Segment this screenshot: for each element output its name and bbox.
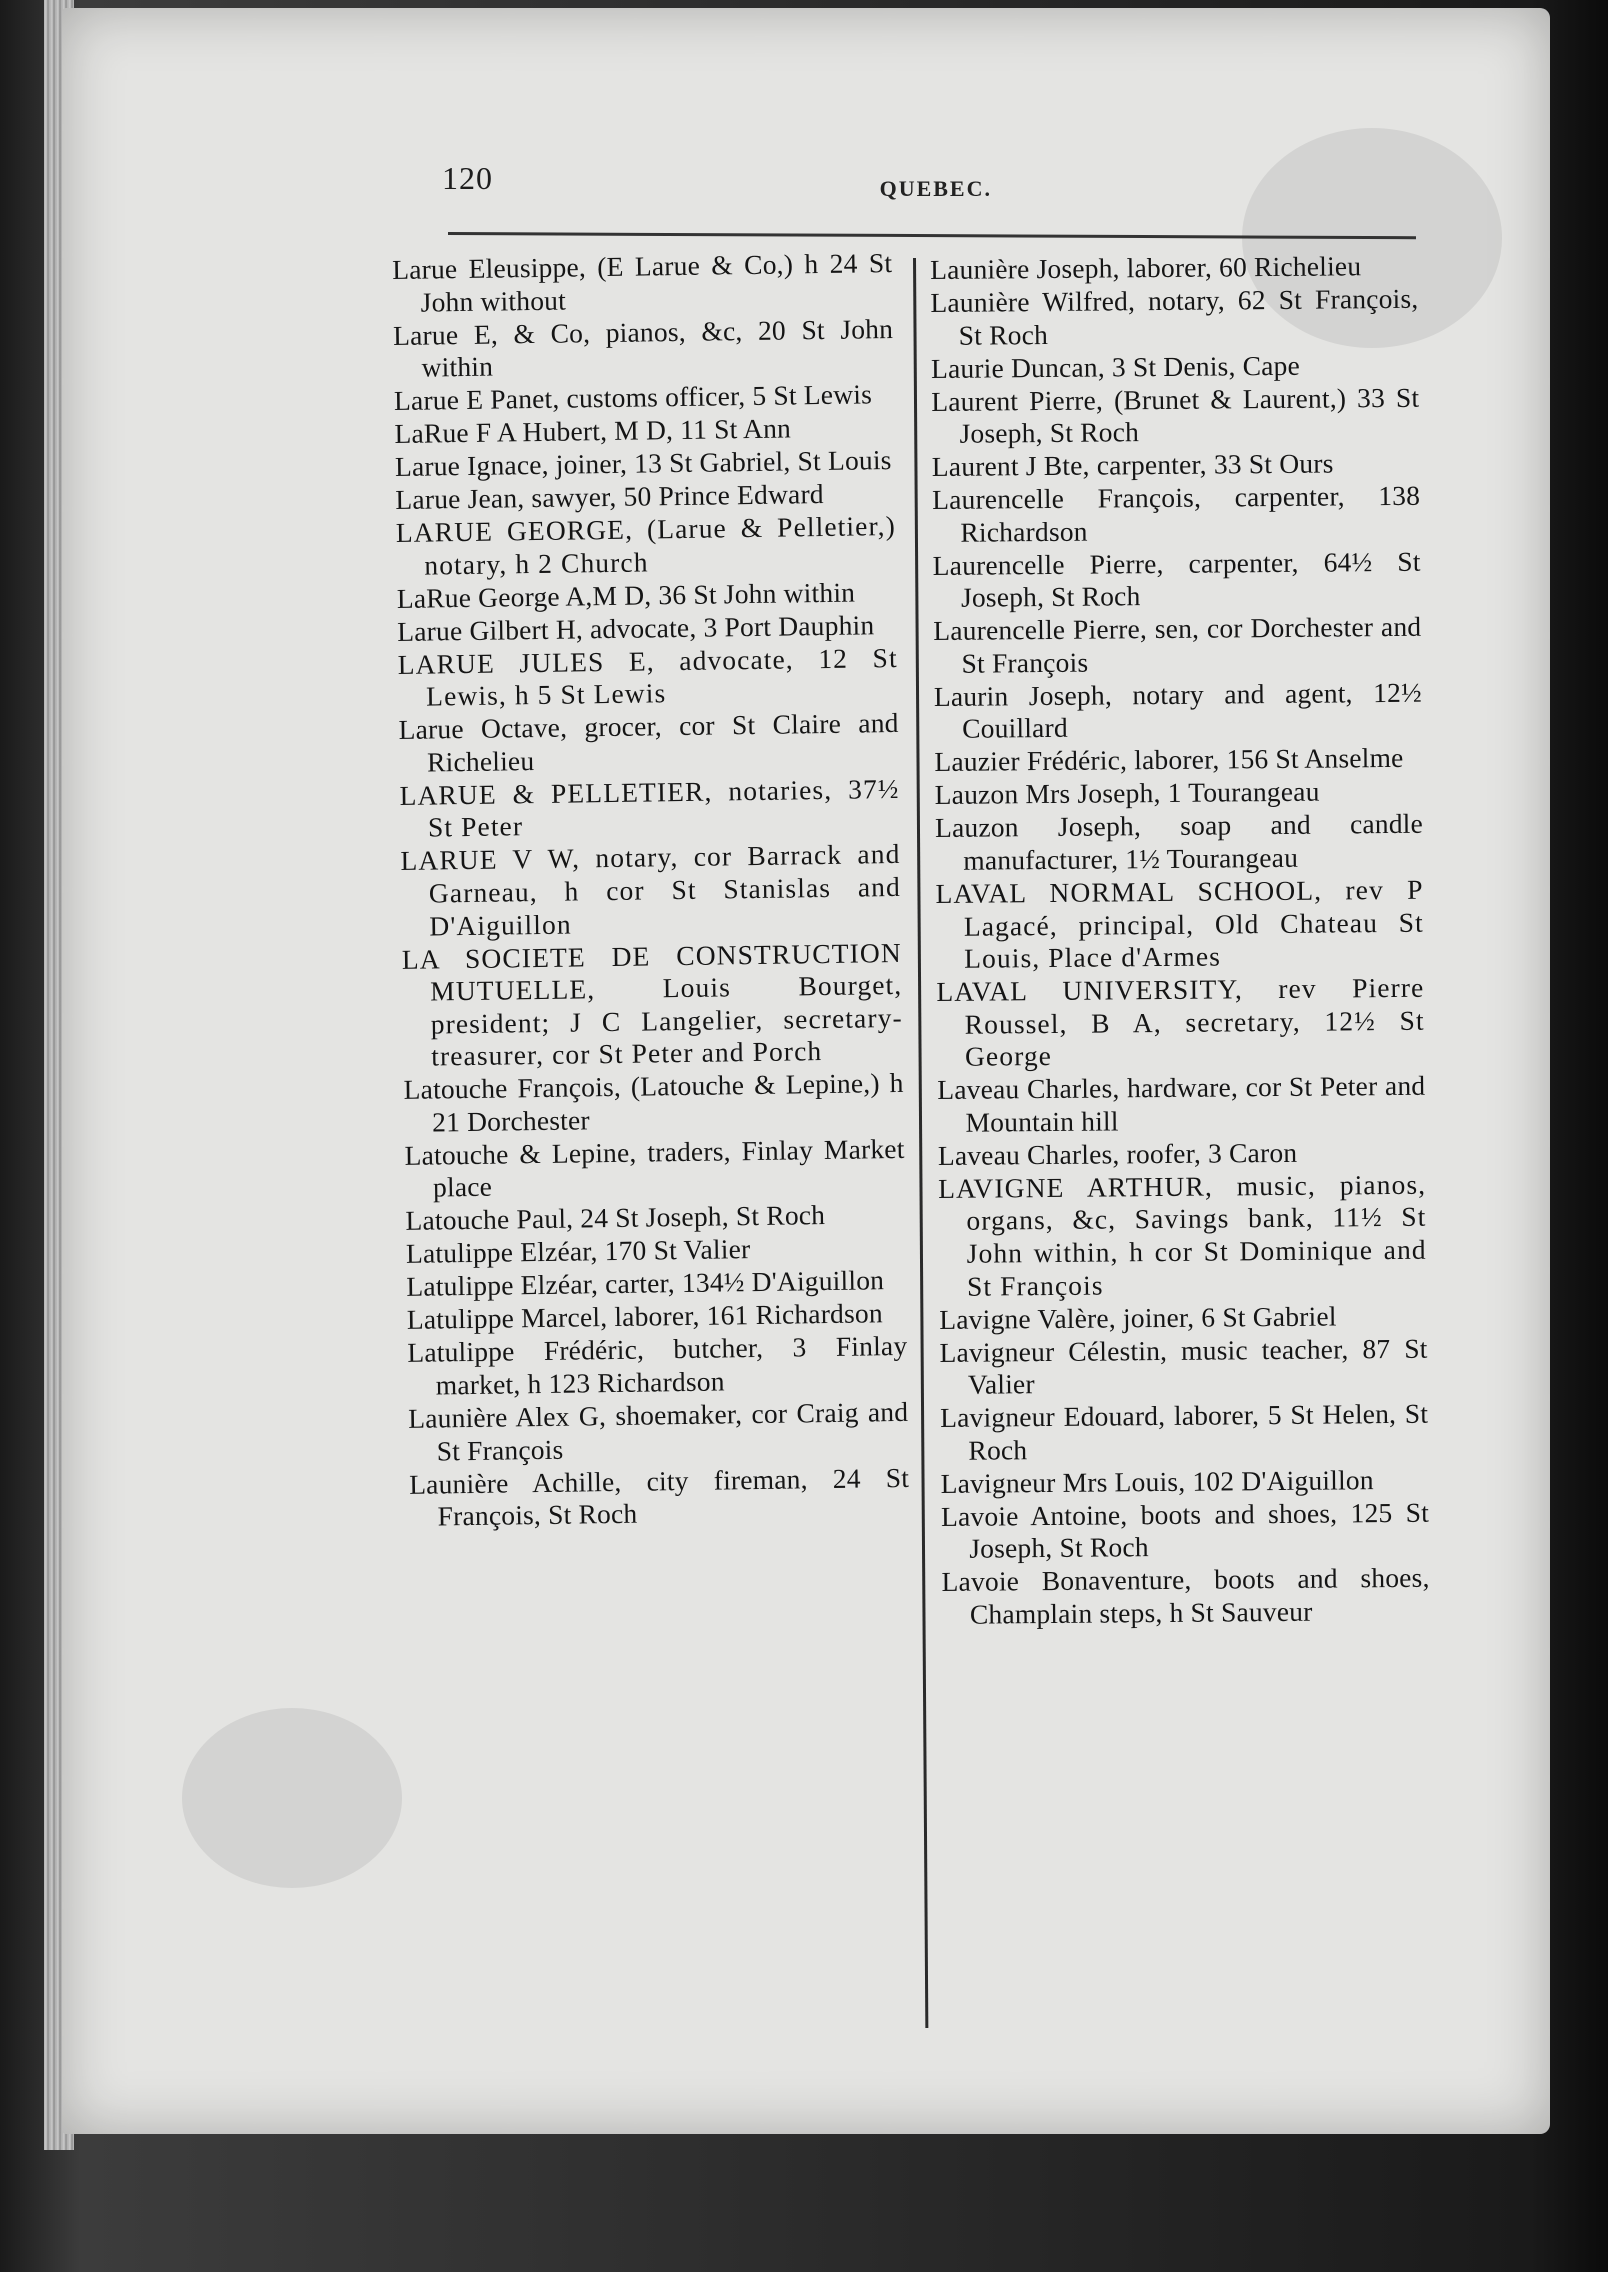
directory-entry: Latouche & Lepine, traders, Finlay Market place [404, 1132, 905, 1204]
directory-entry: Laurie Duncan, 3 St Denis, Cape [930, 349, 1301, 384]
directory-entry: LaRue F A Hubert, M D, 11 St Ann [394, 412, 792, 450]
directory-entry: Lavigne Valère, joiner, 6 St Gabriel [939, 1300, 1337, 1335]
directory-entry: LARUE V W, notary, cor Barrack and Garneau, h cor St Stanislas and D'Aiguillon [400, 838, 902, 942]
directory-entry: LARUE & PELLETIER, notaries, 37½ St Peter [399, 772, 900, 843]
directory-entry: Larue Jean, sawyer, 50 Prince Edward [395, 478, 824, 516]
directory-entry: Larue Ignace, joiner, 13 St Gabriel, St Louis [394, 444, 892, 483]
directory-entry: Lavigneur Edouard, laborer, 5 St Helen, St Roch [940, 1397, 1429, 1466]
directory-entry: Lauzier Frédéric, laborer, 156 St Anselme [934, 742, 1404, 778]
directory-entry: Laurin Joseph, notary and agent, 12½ Couillard [933, 676, 1422, 745]
directory-entry: Launière Alex G, shoemaker, cor Craig and St François [408, 1395, 909, 1467]
directory-entry: LaRue George A,M D, 36 St John within [396, 576, 856, 614]
directory-entry: Larue Octave, grocer, cor St Claire and Richelieu [398, 707, 899, 778]
directory-entry: Laurencelle Pierre, carpenter, 64½ St Joseph, St Roch [932, 545, 1421, 614]
page-header [442, 150, 992, 220]
directory-entry: Latouche François, (Latouche & Lepine,) h 21 Dorchester [403, 1067, 904, 1138]
directory-entry: Larue Eleusippe, (E Larue & Co,) h 24 St John without [392, 247, 893, 318]
directory-entry: Laurencelle Pierre, sen, cor Dorchester and St François [933, 610, 1422, 679]
directory-column-left [392, 247, 910, 1534]
directory-entry: Laveau Charles, hardware, cor St Peter and Mountain hill [937, 1070, 1426, 1138]
directory-entry: Launière Wilfred, notary, 62 St François, St Roch [930, 282, 1419, 351]
directory-entry: Laurencelle François, carpenter, 138 Richardson [932, 479, 1421, 548]
directory-entry: Larue E, & Co, pianos, &c, 20 St John within [392, 312, 894, 383]
directory-entry: LAVAL UNIVERSITY, rev Pierre Roussel, B A, secretary, 12½ St George [936, 971, 1425, 1073]
directory-entry: LAVAL NORMAL SCHOOL, rev P Lagacé, principal, Old Chateau St Louis, Place d'Armes [935, 873, 1424, 974]
directory-entry: LARUE JULES E, advocate, 12 St Lewis, h 5 St Lewis [397, 641, 898, 712]
directory-entry: Launière Joseph, laborer, 60 Richelieu [930, 250, 1362, 285]
directory-entry: LARUE GEORGE, (Larue & Pelletier,) notary, h 2 Church [395, 510, 897, 581]
directory-entry: Latouche Paul, 24 St Joseph, St Roch [405, 1199, 826, 1237]
running-head: QUEBEC. [879, 176, 992, 201]
directory-entry: Latulippe Elzéar, 170 St Valier [405, 1233, 751, 1270]
paper-stain [182, 1708, 402, 1888]
directory-entry: Lavigneur Célestin, music teacher, 87 St Valier [939, 1332, 1428, 1400]
directory-entry: Larue Gilbert H, advocate, 3 Port Dauphin [397, 608, 875, 647]
directory-entry: Launière Achille, city fireman, 24 St François, St Roch [408, 1461, 910, 1532]
directory-column-right [930, 250, 1430, 1632]
directory-entry: LA SOCIETE DE CONSTRUCTION MUTUELLE, Louis Bourget, president; J C Langelier, secretary-treasurer, cor St Peter and Porch [401, 936, 903, 1072]
directory-entry: Larue E Panet, customs officer, 5 St Lewis [393, 378, 873, 417]
directory-entry: Lavigneur Mrs Louis, 102 D'Aiguillon [940, 1463, 1374, 1499]
directory-entry: Laurent Pierre, (Brunet & Laurent,) 33 St Joseph, St Roch [931, 381, 1420, 449]
page-number: 120 [442, 160, 493, 196]
directory-entry: LAVIGNE ARTHUR, music, pianos, organs, &c, Savings bank, 11½ St John within, h cor St Dominique and St François [938, 1168, 1427, 1302]
directory-entry: Latulippe Marcel, laborer, 161 Richardson [406, 1297, 884, 1336]
directory-entry: Laurent J Bte, carpenter, 33 St Ours [931, 447, 1334, 483]
directory-entry: Laveau Charles, roofer, 3 Caron [937, 1136, 1298, 1171]
directory-entry: Latulippe Frédéric, butcher, 3 Finlay market, h 123 Richardson [407, 1330, 908, 1401]
directory-entry: Latulippe Elzéar, carter, 134½ D'Aiguillon [406, 1264, 885, 1303]
directory-entry: Lavoie Bonaventure, boots and shoes, Champlain steps, h St Sauveur [941, 1562, 1430, 1630]
directory-entry: Lavoie Antoine, boots and shoes, 125 St Joseph, St Roch [940, 1496, 1430, 1565]
directory-entry: Lauzon Joseph, soap and candle manufacturer, 1½ Tourangeau [934, 808, 1424, 876]
directory-entry: Lauzon Mrs Joseph, 1 Tourangeau [934, 776, 1320, 811]
